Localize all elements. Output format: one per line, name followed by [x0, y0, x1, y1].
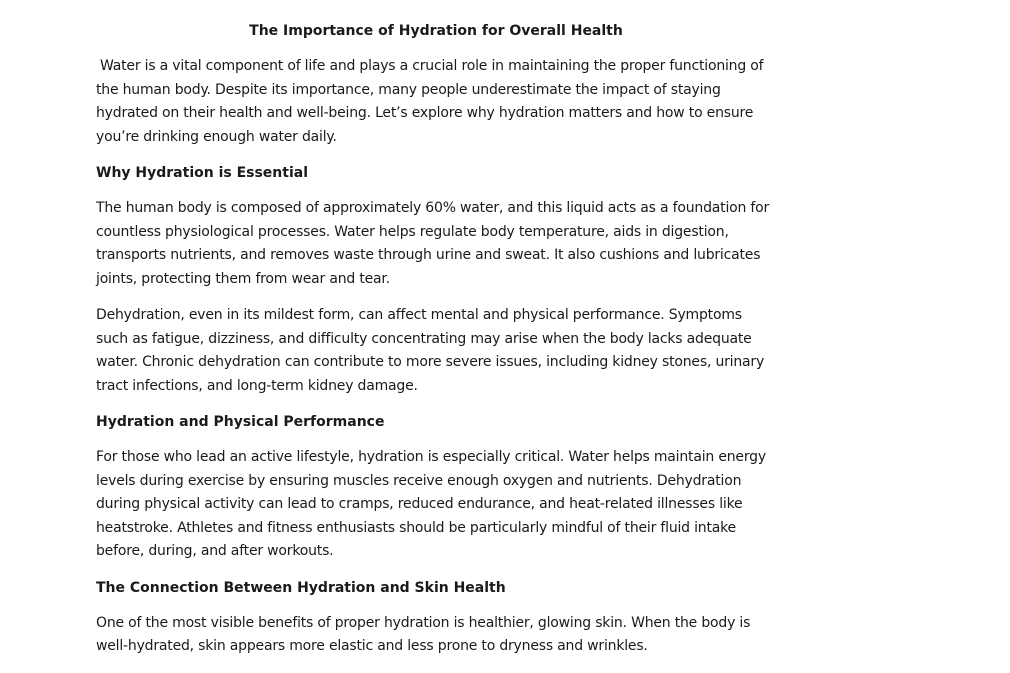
document-title: The Importance of Hydration for Overall Health [249, 23, 623, 39]
document-page [96, 20, 776, 672]
body-paragraph: Dehydration, even in its mildest form, can affect mental and physical performance. Symptoms such as fatigue, dizziness, and difficulty concentrating may arise when the body lacks adequate water. Chronic dehydration can contribute to more severe issues, including kidney stones, urinary tract infections, and long-term kidney damage. [96, 307, 765, 394]
section-heading-skin-health: The Connection Between Hydration and Skin Health [96, 579, 506, 596]
body-paragraph: For those who lead an active lifestyle, hydration is especially critical. Water helps maintain energy levels during exercise by ensuring muscles receive enough oxygen and nutrients. Dehydration during physical activity can lead to cramps, reduced endurance, and heat-related illnesses like heatstroke. Athletes and fitness enthusiasts should be particularly mindful of their fluid intake before, during, and after workouts. [96, 449, 766, 559]
intro-paragraph: Water is a vital component of life and plays a crucial role in maintaining the proper functioning of the human body. Despite its importance, many people underestimate the impact of staying hydrated on their health and well-being. Let’s explore why hydration matters and how to ensure you’re drinking enough water daily. [96, 58, 764, 145]
section-heading-why-hydration: Why Hydration is Essential [96, 165, 309, 181]
body-paragraph: One of the most visible benefits of proper hydration is healthier, glowing skin. When the body is well-hydrated, skin appears more elastic and less prone to dryness and wrinkles. [96, 614, 751, 654]
body-paragraph: The human body is composed of approximately 60% water, and this liquid acts as a foundation for countless physiological processes. Water helps regulate body temperature, aids in digestion, transports nutrients, and removes waste through urine and sweat. It also cushions and lubricates joints, protecting them from wear and tear. [96, 200, 770, 287]
section-heading-physical-performance: Hydration and Physical Performance [96, 414, 385, 430]
